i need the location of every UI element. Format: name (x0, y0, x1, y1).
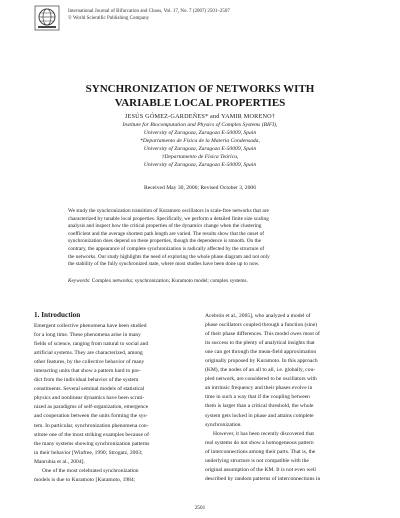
body-line: system gets locked in phase and attains complete (205, 412, 314, 419)
body-line: Manrubia et al., 2004]. (34, 458, 85, 465)
body-line: (KM), the nodes of an all to all, i.e. globally, cou- (205, 367, 316, 374)
abstract-line: coefficient and the average shortest path length are varied. The results show that the onset of (68, 230, 265, 237)
body-line: constituents. Several seminal models of statistical (34, 386, 145, 393)
body-line: fields of science, ranging from natural to social and (34, 341, 149, 348)
body-line: of interconnections among their parts. That is, the (205, 448, 316, 455)
body-line: time in such a way that if the coupling between (205, 394, 310, 401)
body-line: other features, by the collective behavior of many (34, 359, 145, 366)
body-line: interacting units that show a pattern hard to pre- (34, 368, 141, 375)
affiliation-line: Institute for Biocomputation and Physics of Complex Systems (BIFI), (122, 122, 278, 128)
body-line: the many systems showing synchronization patterns (34, 440, 150, 447)
body-line: pled network, are considered to be oscillators with (205, 376, 317, 383)
keywords-label: Keywords (68, 278, 89, 284)
affiliation-line: University of Zaragoza, Zaragoza E-50009, Spain (143, 162, 257, 169)
body-line: its success to the plenty of analytical insights that (205, 340, 315, 347)
body-line: underlying structure is not compatible with the (205, 457, 309, 464)
section-heading: 1. Introduction (34, 311, 81, 319)
body-line: Acebrón et al., 2005], who analyzed a model of (205, 313, 311, 319)
body-line: physics and nonlinear dynamics have been scruti- (34, 395, 145, 402)
body-line: and cooperation between the units forming the sys- (34, 413, 148, 420)
body-line: an intrinsic frequency and their phases evolve in (205, 385, 313, 392)
journal-line-2: © World Scientific Publishing Company (68, 16, 150, 21)
body-line: stitute one of the most striking examples because of (34, 431, 149, 438)
body-line: for a long time. These phenomena arise in many (34, 332, 141, 339)
affiliation-line: University of Zaragoza, Zaragoza E-50009, Spain (143, 130, 257, 137)
authors: JESÚS GÓMEZ-GARDEÑES* and YAMIR MORENO† (124, 113, 276, 120)
title-line-1: SYNCHRONIZATION OF NETWORKS WITH (85, 83, 315, 95)
body-line: artificial systems. They are characterized, among (34, 350, 143, 357)
body-line: phase oscillators coupled through a function (sine) (205, 322, 318, 329)
abstract (68, 208, 332, 269)
body-line: in their behavior [Winfree, 1990; Strogatz, 2003; (34, 449, 143, 456)
body-line: described by random patterns of interconnections in (205, 475, 321, 482)
affiliations (0, 121, 400, 170)
received-dates: Received May 30, 2006; Revised October 3, 2006 (143, 185, 256, 191)
keywords (68, 278, 332, 286)
journal-header (34, 4, 364, 32)
abstract-line: synchronization does depend on these properties, though the dependence is smooth. On the (68, 238, 261, 245)
world-scientific-logo-icon (34, 5, 60, 31)
body-line: nized as paradigms of self-organization, emergence (34, 404, 149, 411)
journal-citation (68, 8, 230, 22)
body-line: one can get through the mean-field approximation (205, 349, 317, 356)
affiliation-line: University of Zaragoza, Zaragoza E-50009, Spain (143, 146, 257, 153)
body-line: originally proposed by Kuramoto. In this approach (205, 358, 318, 365)
body-line: of their phase differences. This model owes most of (205, 331, 320, 338)
abstract-line: the stability of the fully synchronized state, where most studies have been done up to now. (68, 261, 260, 268)
body-line: However, it has been recently discovered that (213, 430, 314, 437)
body-line: original assumption of the KM. It is not even well (205, 466, 316, 473)
body-line: tem. In particular, synchronization phenomena con- (34, 422, 149, 429)
page-number: 2501 (194, 505, 206, 511)
body-line: dict from the individual behavior of the system (34, 377, 139, 384)
paper-title (0, 82, 400, 110)
keywords-text: : Complex networks; synchronization; Kuramoto model; complex systems. (89, 278, 248, 284)
abstract-line: analysis and inspect how the critical properties of the dynamics change when the clustering (68, 223, 262, 230)
body-line: synchronization. (205, 421, 242, 428)
body-line: real systems do not show a homogeneous pattern (205, 439, 314, 446)
left-column (34, 322, 194, 485)
affiliation-line: †Departamento de Física Teórica, (161, 154, 239, 161)
body-line: models is due to Kuramoto [Kuramoto, 1984; (34, 476, 136, 483)
journal-line-1: International Journal of Bifurcation and Chaos, Vol. 17, No. 7 (2007) 2501–2507 (68, 9, 230, 14)
title-line-2: VARIABLE LOCAL PROPERTIES (114, 97, 286, 109)
abstract-line: contrary, the appearance of complete synchronization is radically affected by the structure of (68, 245, 265, 252)
abstract-line: We study the synchronization transition of Kuramoto oscillators in scale-free networks that are (68, 208, 269, 214)
body-line: One of the most celebrated synchronization (42, 467, 139, 474)
abstract-line: the networks. Our study highlights the need of exploring the whole phase diagram and not only (68, 253, 270, 260)
body-line: Emergent collective phenomena have been studied (34, 323, 147, 329)
right-column (205, 312, 369, 484)
affiliation-line: *Departamento de Física de la Materia Condensada, (140, 138, 260, 145)
abstract-line: characterized by tunable local properties. Specifically, we perform a detailed finite size scaling (68, 215, 269, 222)
body-line: them is larger than a critical threshold, the whole (205, 403, 314, 410)
